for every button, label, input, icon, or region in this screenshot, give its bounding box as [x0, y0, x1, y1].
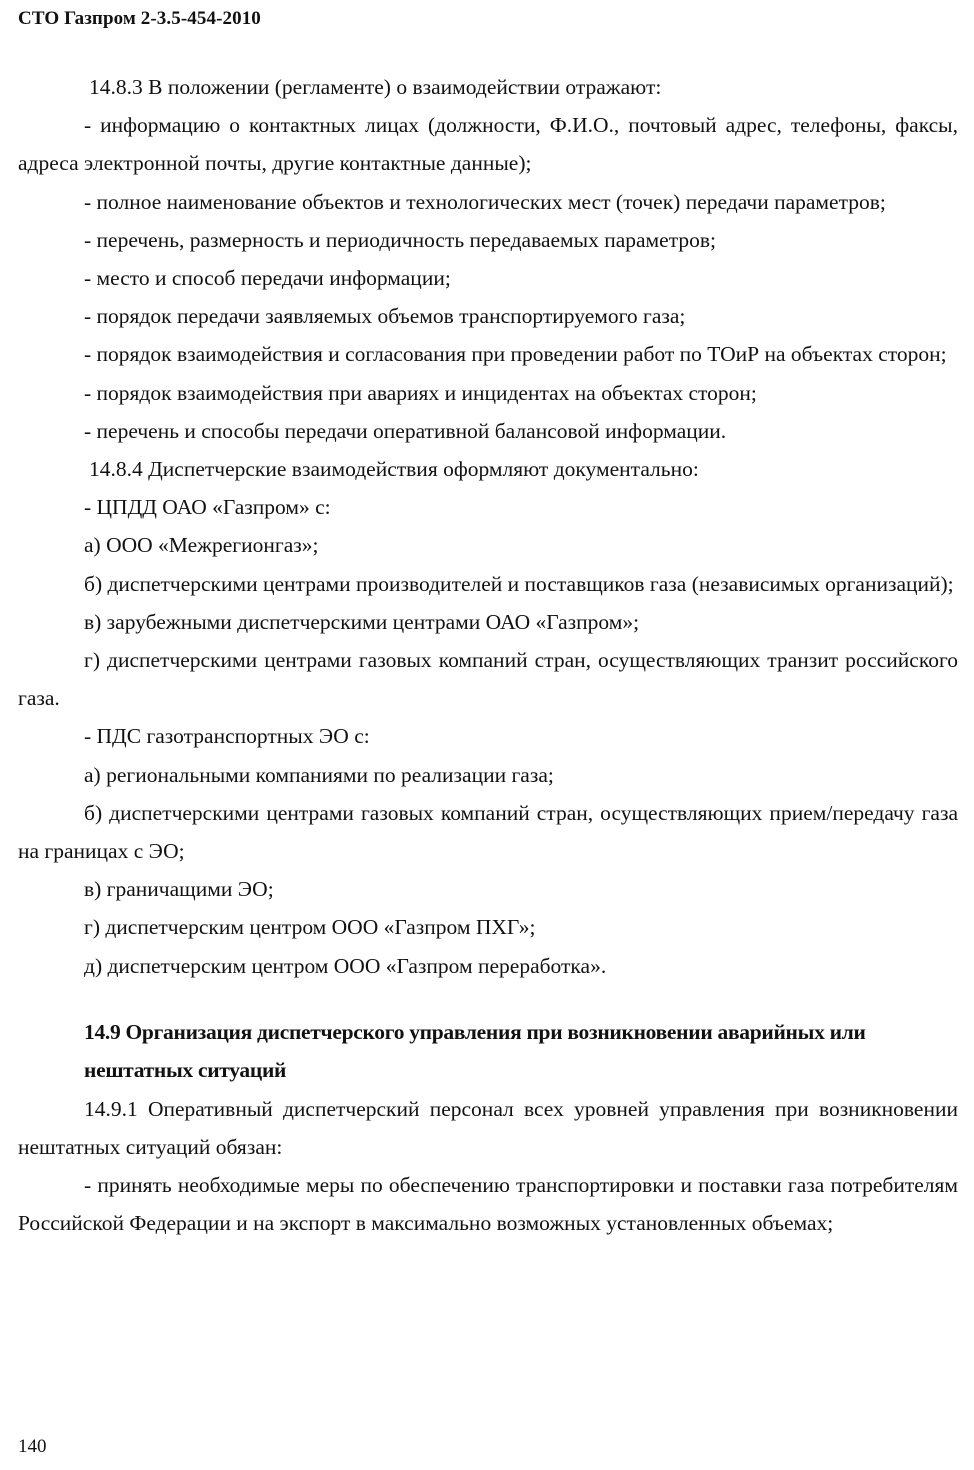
list-item: - ПДС газотранспортных ЭО с: [84, 724, 370, 749]
clause-paragraph: 14.8.4 Диспетчерские взаимодействия оформляют документально: [89, 457, 699, 482]
clause-paragraph: 14.8.3 В положении (регламенте) о взаимодействии отражают: [89, 75, 662, 99]
page-body [18, 68, 958, 1243]
list-item: - место и способ передачи информации; [84, 266, 451, 291]
list-item: г) диспетчерским центром ООО «Газпром ПХГ»; [84, 915, 536, 940]
list-item: г) диспетчерскими центрами газовых компаний стран, осуществляющих транзит российского газа. [18, 648, 958, 711]
section-14-9-text [18, 1090, 958, 1243]
list-item: а) региональными компаниями по реализации газа; [84, 762, 554, 787]
list-item: - перечень, размерность и периодичность передаваемых параметров; [84, 227, 716, 252]
list-item: - ЦПДД ОАО «Газпром» с: [84, 495, 331, 520]
list-item: 14.9.1 Оперативный диспетчерский персонал всех уровней управления при возникновении нештатных ситуаций обязан: [18, 1096, 958, 1159]
list-item: д) диспетчерским центром ООО «Газпром переработка». [84, 953, 607, 978]
section-14-8-text [18, 68, 958, 985]
list-item: б) диспетчерскими центрами газовых компаний стран, осуществляющих прием/передачу газа на границах с ЭО; [18, 800, 958, 864]
list-item: в) граничащими ЭО; [84, 877, 274, 902]
list-item: а) ООО «Межрегионгаз»; [84, 533, 319, 558]
list-item: - информацию о контактных лицах (должности, Ф.И.О., почтовый адрес, телефоны, факсы, адреса электронной почты, другие контактные данные); [18, 113, 958, 176]
list-item: - полное наименование объектов и технологических мест (точек) передачи параметров; [84, 189, 886, 214]
document-header: СТО Газпром 2-3.5-454-2010 [18, 8, 261, 29]
list-item: - порядок передачи заявляемых объемов транспортируемого газа; [84, 304, 686, 329]
list-item: - перечень и способы передачи оперативной балансовой информации. [84, 418, 727, 443]
list-item: в) зарубежными диспетчерскими центрами ОАО «Газпром»; [84, 609, 640, 634]
section-heading: 14.9 Организация диспетчерского управления при возникновении аварийных или нештатных ситуаций [84, 1019, 866, 1083]
list-item: б) диспетчерскими центрами производителей и поставщиков газа (независимых организаций); [84, 571, 954, 596]
list-item: - порядок взаимодействия при авариях и инцидентах на объектах сторон; [84, 380, 757, 405]
list-item: - принять необходимые меры по обеспечению транспортировки и поставки газа потребителям Российской Федерации и на экспорт в максимально возможных установленных объемах; [18, 1173, 958, 1236]
list-item: - порядок взаимодействия и согласования при проведении работ по ТОиР на объектах сторон; [84, 342, 947, 367]
page-number: 140 [18, 1436, 47, 1457]
